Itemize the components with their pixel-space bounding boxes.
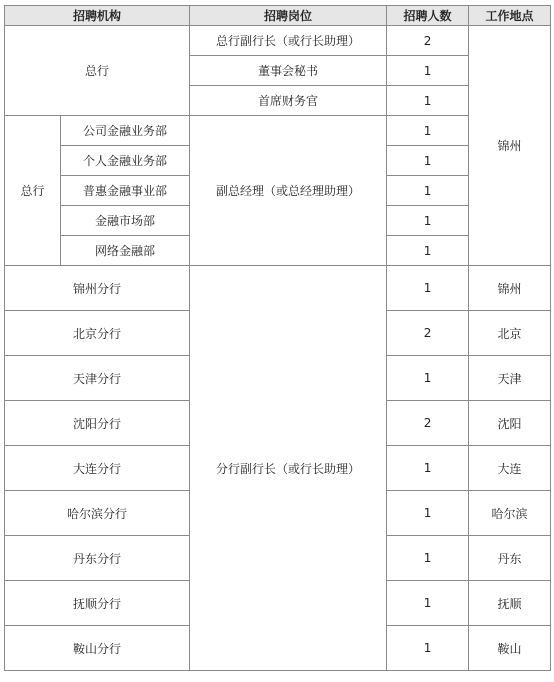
header-org: 招聘机构 [5,6,190,26]
position-cell: 首席财务官 [190,86,387,116]
recruitment-table [4,5,551,671]
header-position: 招聘岗位 [190,6,387,26]
org-cell: 鞍山分行 [5,626,190,671]
location-cell: 沈阳 [469,401,551,446]
location-cell: 哈尔滨 [469,491,551,536]
position-cell: 总行副行长（或行长助理） [190,26,387,56]
org-cell: 沈阳分行 [5,401,190,446]
position-cell: 副总经理（或总经理助理） [190,116,387,266]
org-cell: 丹东分行 [5,536,190,581]
count-cell: 1 [387,446,469,491]
org-cell: 锦州分行 [5,266,190,311]
count-cell: 1 [387,491,469,536]
count-cell: 1 [387,116,469,146]
count-cell: 1 [387,206,469,236]
dept-cell: 公司金融业务部 [61,116,190,146]
count-cell: 1 [387,86,469,116]
dept-cell: 金融市场部 [61,206,190,236]
dept-cell: 个人金融业务部 [61,146,190,176]
location-cell: 鞍山 [469,626,551,671]
dept-cell: 网络金融部 [61,236,190,266]
header-location: 工作地点 [469,6,551,26]
org-cell: 大连分行 [5,446,190,491]
table-row [5,266,551,311]
position-cell: 分行副行长（或行长助理） [190,266,387,671]
dept-cell: 普惠金融事业部 [61,176,190,206]
location-cell: 天津 [469,356,551,401]
header-count: 招聘人数 [387,6,469,26]
count-cell: 1 [387,626,469,671]
location-cell: 抚顺 [469,581,551,626]
position-cell: 董事会秘书 [190,56,387,86]
count-cell: 1 [387,581,469,626]
org-cell: 哈尔滨分行 [5,491,190,536]
location-cell: 锦州 [469,266,551,311]
count-cell: 1 [387,536,469,581]
table-row [5,26,551,56]
count-cell: 2 [387,26,469,56]
count-cell: 1 [387,356,469,401]
count-cell: 1 [387,146,469,176]
org-cell: 抚顺分行 [5,581,190,626]
org-cell: 总行 [5,26,190,116]
org-cell: 天津分行 [5,356,190,401]
org-cell: 北京分行 [5,311,190,356]
location-cell: 锦州 [469,26,551,266]
location-cell: 丹东 [469,536,551,581]
location-cell: 北京 [469,311,551,356]
count-cell: 2 [387,401,469,446]
location-cell: 大连 [469,446,551,491]
count-cell: 1 [387,56,469,86]
count-cell: 1 [387,266,469,311]
count-cell: 1 [387,176,469,206]
header-row [5,6,551,26]
org-cell: 总行 [5,116,61,266]
count-cell: 2 [387,311,469,356]
count-cell: 1 [387,236,469,266]
